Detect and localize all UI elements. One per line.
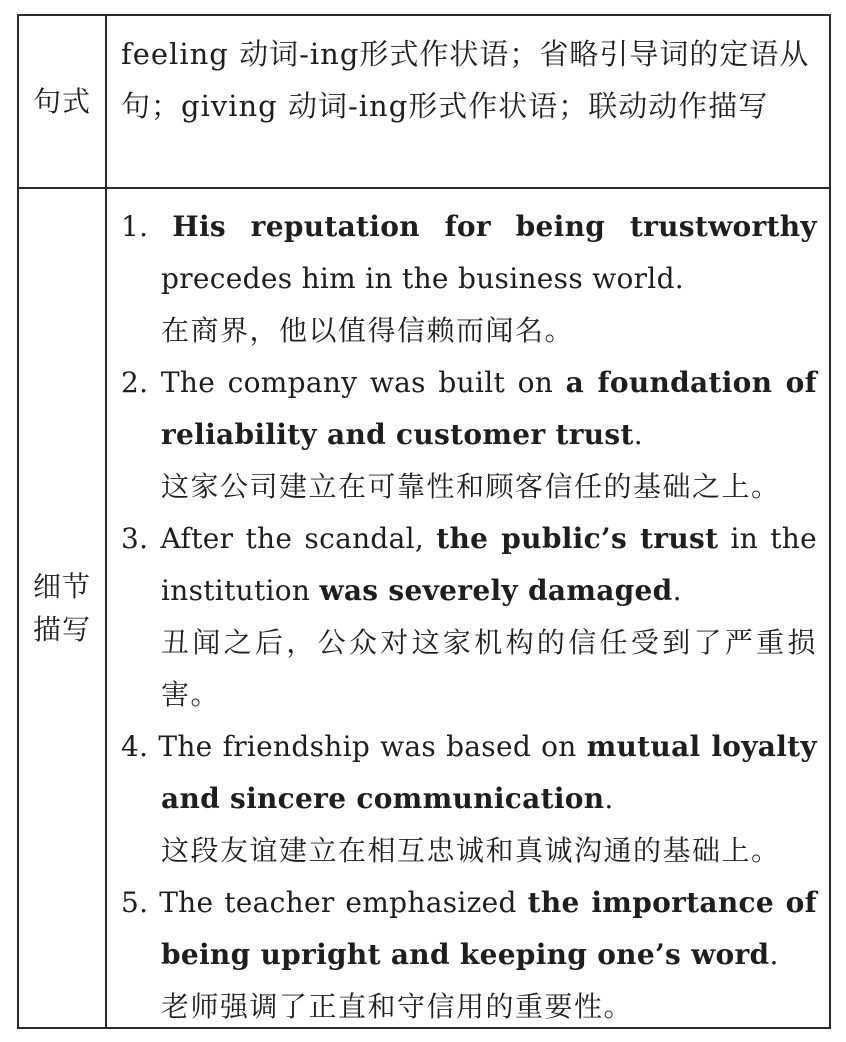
example-text: in the institution	[161, 522, 818, 607]
example-number: 1.	[121, 210, 149, 243]
example-item	[121, 877, 817, 1033]
example-text: After the scandal,	[160, 522, 437, 555]
example-text: .	[604, 782, 614, 815]
example-english	[121, 357, 817, 461]
example-chinese: 这段友谊建立在相互忠诚和真诚沟通的基础上。	[161, 834, 781, 867]
example-chinese: 老师强调了正直和守信用的重要性。	[161, 990, 634, 1023]
example-text: The teacher emphasized	[159, 886, 528, 919]
row-label-cell	[19, 16, 107, 187]
row-content-cell	[107, 189, 829, 1027]
row-label-cell	[19, 189, 107, 1027]
example-text: The company was built on	[160, 366, 566, 399]
example-text: .	[672, 574, 682, 607]
example-chinese: 这家公司建立在可靠性和顾客信任的基础之上。	[161, 470, 781, 503]
example-text: precedes him in the business world.	[161, 262, 684, 295]
example-item	[121, 513, 817, 721]
sentence-pattern-text: feeling 动词-ing形式作状语；省略引导词的定语从句；giving 动词-ing形式作状语；联动动作描写	[121, 37, 810, 123]
table-row-sentence-pattern	[19, 16, 829, 189]
example-chinese: 丑闻之后，公众对这家机构的信任受到了严重损害。	[161, 626, 817, 711]
example-highlight: His reputation for being trustworthy	[172, 210, 817, 243]
row-content-cell	[107, 16, 829, 187]
row-label: 细节 描写	[32, 570, 91, 646]
example-chinese: 在商界，他以值得信赖而闻名。	[161, 314, 575, 347]
example-highlight: the importance of being upright and keeping one’s word	[161, 886, 817, 971]
row-label: 句式	[32, 85, 91, 118]
example-text: .	[633, 418, 643, 451]
example-english	[121, 201, 817, 305]
example-highlight: the public’s trust	[436, 522, 719, 555]
content-table	[17, 14, 831, 1029]
example-list	[121, 201, 817, 1033]
table-row-detail-description	[19, 189, 829, 1027]
example-item	[121, 721, 817, 877]
example-highlight: a foundation of reliability and customer trust	[161, 366, 817, 451]
example-number: 5.	[121, 886, 149, 919]
example-number: 3.	[121, 522, 149, 555]
example-text: .	[769, 938, 779, 971]
example-highlight: was severely damaged	[319, 574, 673, 607]
example-english	[121, 513, 817, 617]
example-number: 2.	[121, 366, 149, 399]
example-item	[121, 201, 817, 357]
example-number: 4.	[121, 730, 149, 763]
example-english	[121, 721, 817, 825]
example-highlight: mutual loyalty and sincere communication	[161, 730, 817, 815]
example-english	[121, 877, 817, 981]
example-text: The friendship was based on	[158, 730, 587, 763]
example-item	[121, 357, 817, 513]
